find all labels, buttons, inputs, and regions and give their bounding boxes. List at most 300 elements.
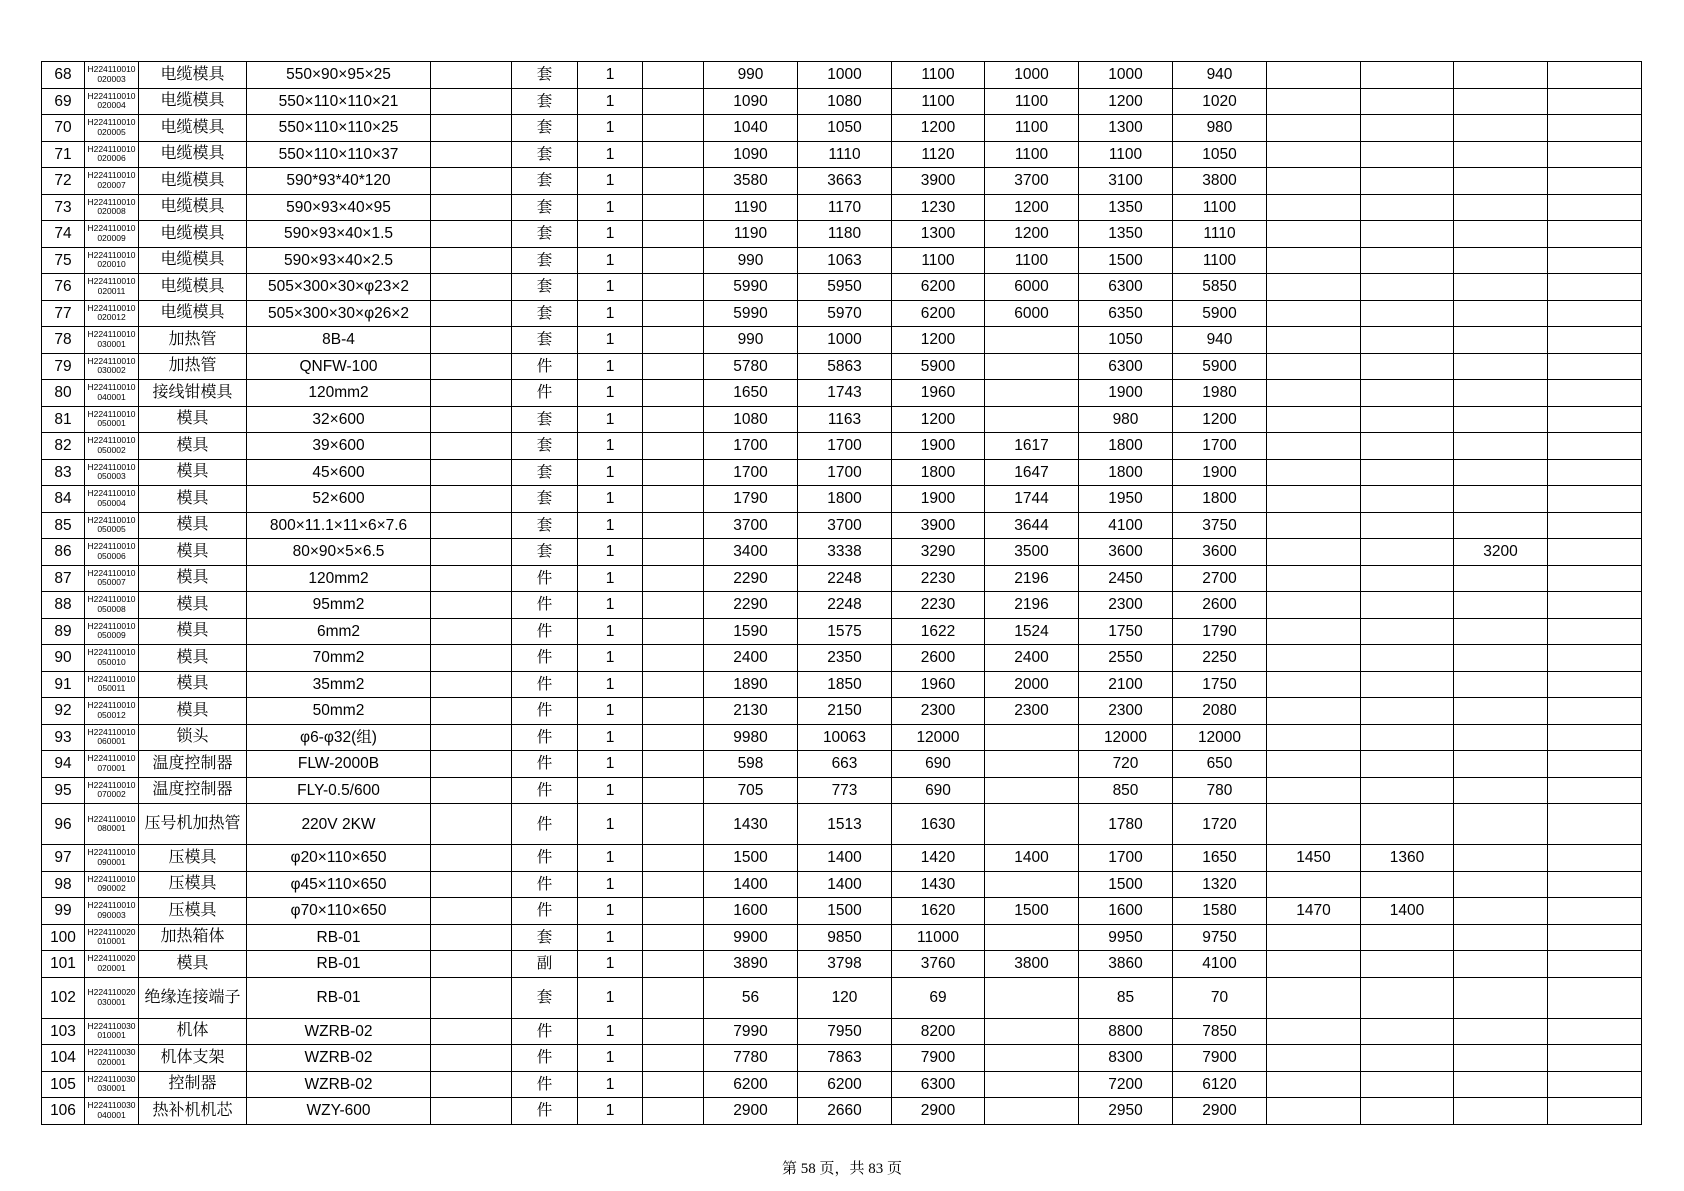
price-cell <box>1267 1098 1361 1125</box>
price-cell <box>1454 247 1548 274</box>
price-cell <box>1267 751 1361 778</box>
price-cell: 1200 <box>985 221 1079 248</box>
price-cell: 980 <box>1079 406 1173 433</box>
row-number: 91 <box>42 671 85 698</box>
price-cell: 1100 <box>1173 194 1267 221</box>
quantity-cell: 1 <box>578 88 643 115</box>
price-cell: 1650 <box>1173 845 1267 872</box>
price-cell <box>1361 88 1454 115</box>
price-cell: 3700 <box>704 512 798 539</box>
price-cell: 3760 <box>892 951 985 978</box>
price-cell: 2230 <box>892 592 985 619</box>
row-number: 84 <box>42 486 85 513</box>
quantity-cell: 1 <box>578 1071 643 1098</box>
item-code: H224110010070002 <box>85 777 139 804</box>
row-number: 75 <box>42 247 85 274</box>
price-cell: 1200 <box>1079 88 1173 115</box>
table-row <box>42 221 1642 248</box>
price-cell <box>1361 951 1454 978</box>
item-code: H224110010050011 <box>85 671 139 698</box>
item-spec: 52×600 <box>247 486 431 513</box>
table-body <box>42 62 1642 1125</box>
price-cell <box>985 1098 1079 1125</box>
price-cell: 1400 <box>704 871 798 898</box>
unit-cell: 套 <box>512 512 578 539</box>
unit-cell: 套 <box>512 141 578 168</box>
row-number: 85 <box>42 512 85 539</box>
item-name: 电缆模具 <box>139 194 247 221</box>
quantity-cell: 1 <box>578 433 643 460</box>
price-cell: 6300 <box>892 1071 985 1098</box>
price-cell <box>1548 924 1642 951</box>
price-cell: 1110 <box>1173 221 1267 248</box>
price-cell: 2660 <box>798 1098 892 1125</box>
price-table <box>41 61 1642 1125</box>
blank-cell <box>643 380 704 407</box>
price-cell: 2350 <box>798 645 892 672</box>
item-spec: φ45×110×650 <box>247 871 431 898</box>
price-cell <box>985 406 1079 433</box>
row-number: 103 <box>42 1018 85 1045</box>
price-cell <box>1361 194 1454 221</box>
unit-cell: 套 <box>512 274 578 301</box>
price-cell: 2196 <box>985 565 1079 592</box>
price-cell <box>985 924 1079 951</box>
price-cell: 2250 <box>1173 645 1267 672</box>
quantity-cell: 1 <box>578 924 643 951</box>
price-cell: 1000 <box>985 62 1079 89</box>
table-row <box>42 327 1642 354</box>
price-cell <box>1454 274 1548 301</box>
price-cell: 1200 <box>892 115 985 142</box>
unit-cell: 套 <box>512 433 578 460</box>
price-cell: 6200 <box>798 1071 892 1098</box>
price-cell: 3800 <box>1173 168 1267 195</box>
price-cell <box>1454 977 1548 1018</box>
price-cell: 1080 <box>798 88 892 115</box>
price-cell <box>1454 698 1548 725</box>
price-cell <box>985 380 1079 407</box>
blank-cell <box>643 871 704 898</box>
item-name: 温度控制器 <box>139 751 247 778</box>
row-number: 79 <box>42 353 85 380</box>
price-cell <box>1454 1071 1548 1098</box>
price-cell: 85 <box>1079 977 1173 1018</box>
blank-cell <box>431 645 512 672</box>
price-cell <box>1454 141 1548 168</box>
price-cell: 7200 <box>1079 1071 1173 1098</box>
price-cell <box>1454 1045 1548 1072</box>
price-cell <box>985 353 1079 380</box>
price-cell: 1647 <box>985 459 1079 486</box>
table-row <box>42 141 1642 168</box>
price-cell: 1050 <box>1173 141 1267 168</box>
quantity-cell: 1 <box>578 645 643 672</box>
unit-cell: 套 <box>512 459 578 486</box>
table-row <box>42 433 1642 460</box>
row-number: 80 <box>42 380 85 407</box>
price-cell <box>1267 539 1361 566</box>
unit-cell: 件 <box>512 380 578 407</box>
price-cell <box>985 327 1079 354</box>
blank-cell <box>431 871 512 898</box>
unit-cell: 件 <box>512 751 578 778</box>
price-cell <box>1267 871 1361 898</box>
price-cell <box>1361 300 1454 327</box>
item-name: 模具 <box>139 539 247 566</box>
item-code: H224110010050004 <box>85 486 139 513</box>
price-cell: 8300 <box>1079 1045 1173 1072</box>
price-cell: 6000 <box>985 300 1079 327</box>
item-name: 加热管 <box>139 327 247 354</box>
table-row <box>42 274 1642 301</box>
price-cell: 1960 <box>892 671 985 698</box>
price-cell: 1850 <box>798 671 892 698</box>
price-cell: 1700 <box>798 433 892 460</box>
price-cell: 8200 <box>892 1018 985 1045</box>
price-cell: 2100 <box>1079 671 1173 698</box>
row-number: 88 <box>42 592 85 619</box>
price-cell: 3800 <box>985 951 1079 978</box>
price-cell <box>1267 1071 1361 1098</box>
price-cell: 7990 <box>704 1018 798 1045</box>
price-cell: 9850 <box>798 924 892 951</box>
row-number: 90 <box>42 645 85 672</box>
unit-cell: 套 <box>512 300 578 327</box>
price-cell <box>1361 141 1454 168</box>
price-cell: 1170 <box>798 194 892 221</box>
price-cell <box>1361 459 1454 486</box>
price-cell: 6300 <box>1079 353 1173 380</box>
price-cell: 1890 <box>704 671 798 698</box>
table-row <box>42 168 1642 195</box>
blank-cell <box>431 898 512 925</box>
price-cell <box>1361 618 1454 645</box>
price-cell <box>1454 406 1548 433</box>
row-number: 94 <box>42 751 85 778</box>
blank-cell <box>643 951 704 978</box>
blank-cell <box>643 618 704 645</box>
price-cell: 1500 <box>1079 247 1173 274</box>
blank-cell <box>431 300 512 327</box>
price-cell: 690 <box>892 777 985 804</box>
price-cell <box>1267 327 1361 354</box>
blank-cell <box>431 724 512 751</box>
price-cell <box>1267 353 1361 380</box>
blank-cell <box>643 88 704 115</box>
unit-cell: 套 <box>512 168 578 195</box>
table-row <box>42 565 1642 592</box>
item-code: H224110010030002 <box>85 353 139 380</box>
quantity-cell: 1 <box>578 951 643 978</box>
price-cell <box>1454 194 1548 221</box>
unit-cell: 套 <box>512 327 578 354</box>
item-spec: WZY-600 <box>247 1098 431 1125</box>
table-row <box>42 671 1642 698</box>
price-cell: 1800 <box>1173 486 1267 513</box>
price-cell <box>1454 486 1548 513</box>
item-spec: QNFW-100 <box>247 353 431 380</box>
item-code: H224110010020005 <box>85 115 139 142</box>
quantity-cell: 1 <box>578 565 643 592</box>
price-cell: 1500 <box>798 898 892 925</box>
item-spec: FLW-2000B <box>247 751 431 778</box>
price-cell: 1650 <box>704 380 798 407</box>
price-cell: 1050 <box>1079 327 1173 354</box>
price-cell <box>1361 565 1454 592</box>
item-code: H224110010050007 <box>85 565 139 592</box>
row-number: 100 <box>42 924 85 951</box>
item-spec: 220V 2KW <box>247 804 431 845</box>
item-name: 加热箱体 <box>139 924 247 951</box>
price-cell: 1500 <box>704 845 798 872</box>
row-number: 99 <box>42 898 85 925</box>
price-cell: 2450 <box>1079 565 1173 592</box>
price-cell <box>1548 977 1642 1018</box>
price-cell <box>1548 88 1642 115</box>
blank-cell <box>643 433 704 460</box>
price-cell: 980 <box>1173 115 1267 142</box>
price-cell <box>1267 380 1361 407</box>
row-number: 76 <box>42 274 85 301</box>
unit-cell: 件 <box>512 898 578 925</box>
blank-cell <box>643 671 704 698</box>
price-cell <box>1267 777 1361 804</box>
price-cell: 1100 <box>985 247 1079 274</box>
price-cell <box>1548 698 1642 725</box>
unit-cell: 件 <box>512 671 578 698</box>
item-name: 模具 <box>139 951 247 978</box>
quantity-cell: 1 <box>578 168 643 195</box>
price-cell: 1470 <box>1267 898 1361 925</box>
price-cell: 650 <box>1173 751 1267 778</box>
blank-cell <box>431 924 512 951</box>
table-row <box>42 194 1642 221</box>
row-number: 104 <box>42 1045 85 1072</box>
price-cell <box>985 724 1079 751</box>
price-cell: 4100 <box>1079 512 1173 539</box>
blank-cell <box>643 977 704 1018</box>
price-cell <box>1548 1018 1642 1045</box>
table-row <box>42 977 1642 1018</box>
item-code: H224110030020001 <box>85 1045 139 1072</box>
price-cell <box>1454 512 1548 539</box>
unit-cell: 件 <box>512 1098 578 1125</box>
price-cell: 12000 <box>892 724 985 751</box>
price-cell <box>1454 353 1548 380</box>
price-cell <box>1361 486 1454 513</box>
price-cell: 1700 <box>1173 433 1267 460</box>
price-cell <box>1548 951 1642 978</box>
unit-cell: 套 <box>512 247 578 274</box>
blank-cell <box>643 247 704 274</box>
row-number: 69 <box>42 88 85 115</box>
unit-cell: 套 <box>512 977 578 1018</box>
price-cell <box>1548 1071 1642 1098</box>
price-cell: 3900 <box>892 168 985 195</box>
item-spec: 800×11.1×11×6×7.6 <box>247 512 431 539</box>
quantity-cell: 1 <box>578 486 643 513</box>
unit-cell: 套 <box>512 924 578 951</box>
price-cell: 990 <box>704 327 798 354</box>
price-cell: 3400 <box>704 539 798 566</box>
price-cell: 1000 <box>1079 62 1173 89</box>
price-cell: 990 <box>704 62 798 89</box>
price-cell: 2300 <box>1079 698 1173 725</box>
item-code: H224110030010001 <box>85 1018 139 1045</box>
price-cell <box>985 1018 1079 1045</box>
price-cell: 6200 <box>892 300 985 327</box>
price-cell: 1350 <box>1079 194 1173 221</box>
price-cell: 3500 <box>985 539 1079 566</box>
price-cell: 2300 <box>1079 592 1173 619</box>
price-cell: 5970 <box>798 300 892 327</box>
item-spec: RB-01 <box>247 924 431 951</box>
price-cell <box>1267 486 1361 513</box>
unit-cell: 件 <box>512 845 578 872</box>
table-row <box>42 62 1642 89</box>
table-row <box>42 406 1642 433</box>
price-cell <box>1361 433 1454 460</box>
price-cell: 5950 <box>798 274 892 301</box>
blank-cell <box>431 433 512 460</box>
price-cell <box>1361 977 1454 1018</box>
price-cell: 1200 <box>1173 406 1267 433</box>
price-cell: 2900 <box>892 1098 985 1125</box>
price-cell: 1620 <box>892 898 985 925</box>
unit-cell: 件 <box>512 645 578 672</box>
blank-cell <box>431 380 512 407</box>
price-cell: 1000 <box>798 327 892 354</box>
price-cell <box>1548 327 1642 354</box>
price-cell: 3338 <box>798 539 892 566</box>
price-cell <box>1267 951 1361 978</box>
row-number: 96 <box>42 804 85 845</box>
unit-cell: 件 <box>512 353 578 380</box>
price-cell: 3750 <box>1173 512 1267 539</box>
price-cell <box>1267 1045 1361 1072</box>
blank-cell <box>643 512 704 539</box>
price-cell <box>985 1045 1079 1072</box>
price-cell: 2290 <box>704 592 798 619</box>
price-cell: 1100 <box>892 88 985 115</box>
blank-cell <box>643 592 704 619</box>
item-code: H224110020020001 <box>85 951 139 978</box>
item-name: 模具 <box>139 618 247 645</box>
price-cell <box>1361 353 1454 380</box>
quantity-cell: 1 <box>578 724 643 751</box>
quantity-cell: 1 <box>578 898 643 925</box>
table-row <box>42 618 1642 645</box>
blank-cell <box>431 539 512 566</box>
price-cell <box>1548 353 1642 380</box>
price-cell: 1750 <box>1079 618 1173 645</box>
price-cell: 1800 <box>892 459 985 486</box>
price-cell <box>1267 406 1361 433</box>
quantity-cell: 1 <box>578 977 643 1018</box>
row-number: 78 <box>42 327 85 354</box>
price-cell: 1700 <box>1079 845 1173 872</box>
price-cell <box>1454 459 1548 486</box>
item-spec: 80×90×5×6.5 <box>247 539 431 566</box>
quantity-cell: 1 <box>578 327 643 354</box>
price-cell: 6120 <box>1173 1071 1267 1098</box>
price-cell <box>1548 618 1642 645</box>
row-number: 87 <box>42 565 85 592</box>
table-row <box>42 924 1642 951</box>
unit-cell: 件 <box>512 592 578 619</box>
price-cell <box>1548 592 1642 619</box>
price-cell <box>1267 512 1361 539</box>
unit-cell: 套 <box>512 539 578 566</box>
blank-cell <box>643 300 704 327</box>
blank-cell <box>431 115 512 142</box>
quantity-cell: 1 <box>578 194 643 221</box>
blank-cell <box>431 274 512 301</box>
price-cell: 1630 <box>892 804 985 845</box>
price-cell <box>1454 951 1548 978</box>
price-cell: 4100 <box>1173 951 1267 978</box>
table-row <box>42 1045 1642 1072</box>
unit-cell: 套 <box>512 194 578 221</box>
price-cell: 1622 <box>892 618 985 645</box>
price-cell: 3290 <box>892 539 985 566</box>
price-cell: 2300 <box>985 698 1079 725</box>
table-row <box>42 804 1642 845</box>
price-cell <box>1454 592 1548 619</box>
item-code: H224110010050003 <box>85 459 139 486</box>
price-cell: 1360 <box>1361 845 1454 872</box>
price-cell: 2290 <box>704 565 798 592</box>
row-number: 101 <box>42 951 85 978</box>
blank-cell <box>431 194 512 221</box>
price-cell: 10063 <box>798 724 892 751</box>
price-cell: 120 <box>798 977 892 1018</box>
price-cell: 1190 <box>704 194 798 221</box>
price-cell <box>1267 194 1361 221</box>
price-cell: 3100 <box>1079 168 1173 195</box>
item-code: H224110010050006 <box>85 539 139 566</box>
row-number: 82 <box>42 433 85 460</box>
price-cell <box>1267 274 1361 301</box>
price-cell: 690 <box>892 751 985 778</box>
price-cell: 11000 <box>892 924 985 951</box>
item-name: 电缆模具 <box>139 168 247 195</box>
item-name: 电缆模具 <box>139 88 247 115</box>
row-number: 97 <box>42 845 85 872</box>
item-code: H224110010090003 <box>85 898 139 925</box>
price-cell: 1900 <box>1173 459 1267 486</box>
blank-cell <box>643 353 704 380</box>
table-row <box>42 486 1642 513</box>
price-cell <box>1361 115 1454 142</box>
price-cell: 1400 <box>1361 898 1454 925</box>
price-cell: 1350 <box>1079 221 1173 248</box>
price-cell <box>1267 977 1361 1018</box>
item-code: H224110010020010 <box>85 247 139 274</box>
item-code: H224110020030001 <box>85 977 139 1018</box>
price-cell: 1040 <box>704 115 798 142</box>
row-number: 83 <box>42 459 85 486</box>
price-cell <box>985 871 1079 898</box>
price-cell <box>1454 777 1548 804</box>
price-cell <box>1267 804 1361 845</box>
price-cell <box>1548 406 1642 433</box>
price-cell: 1700 <box>704 459 798 486</box>
price-cell <box>1548 898 1642 925</box>
price-cell: 663 <box>798 751 892 778</box>
blank-cell <box>643 698 704 725</box>
